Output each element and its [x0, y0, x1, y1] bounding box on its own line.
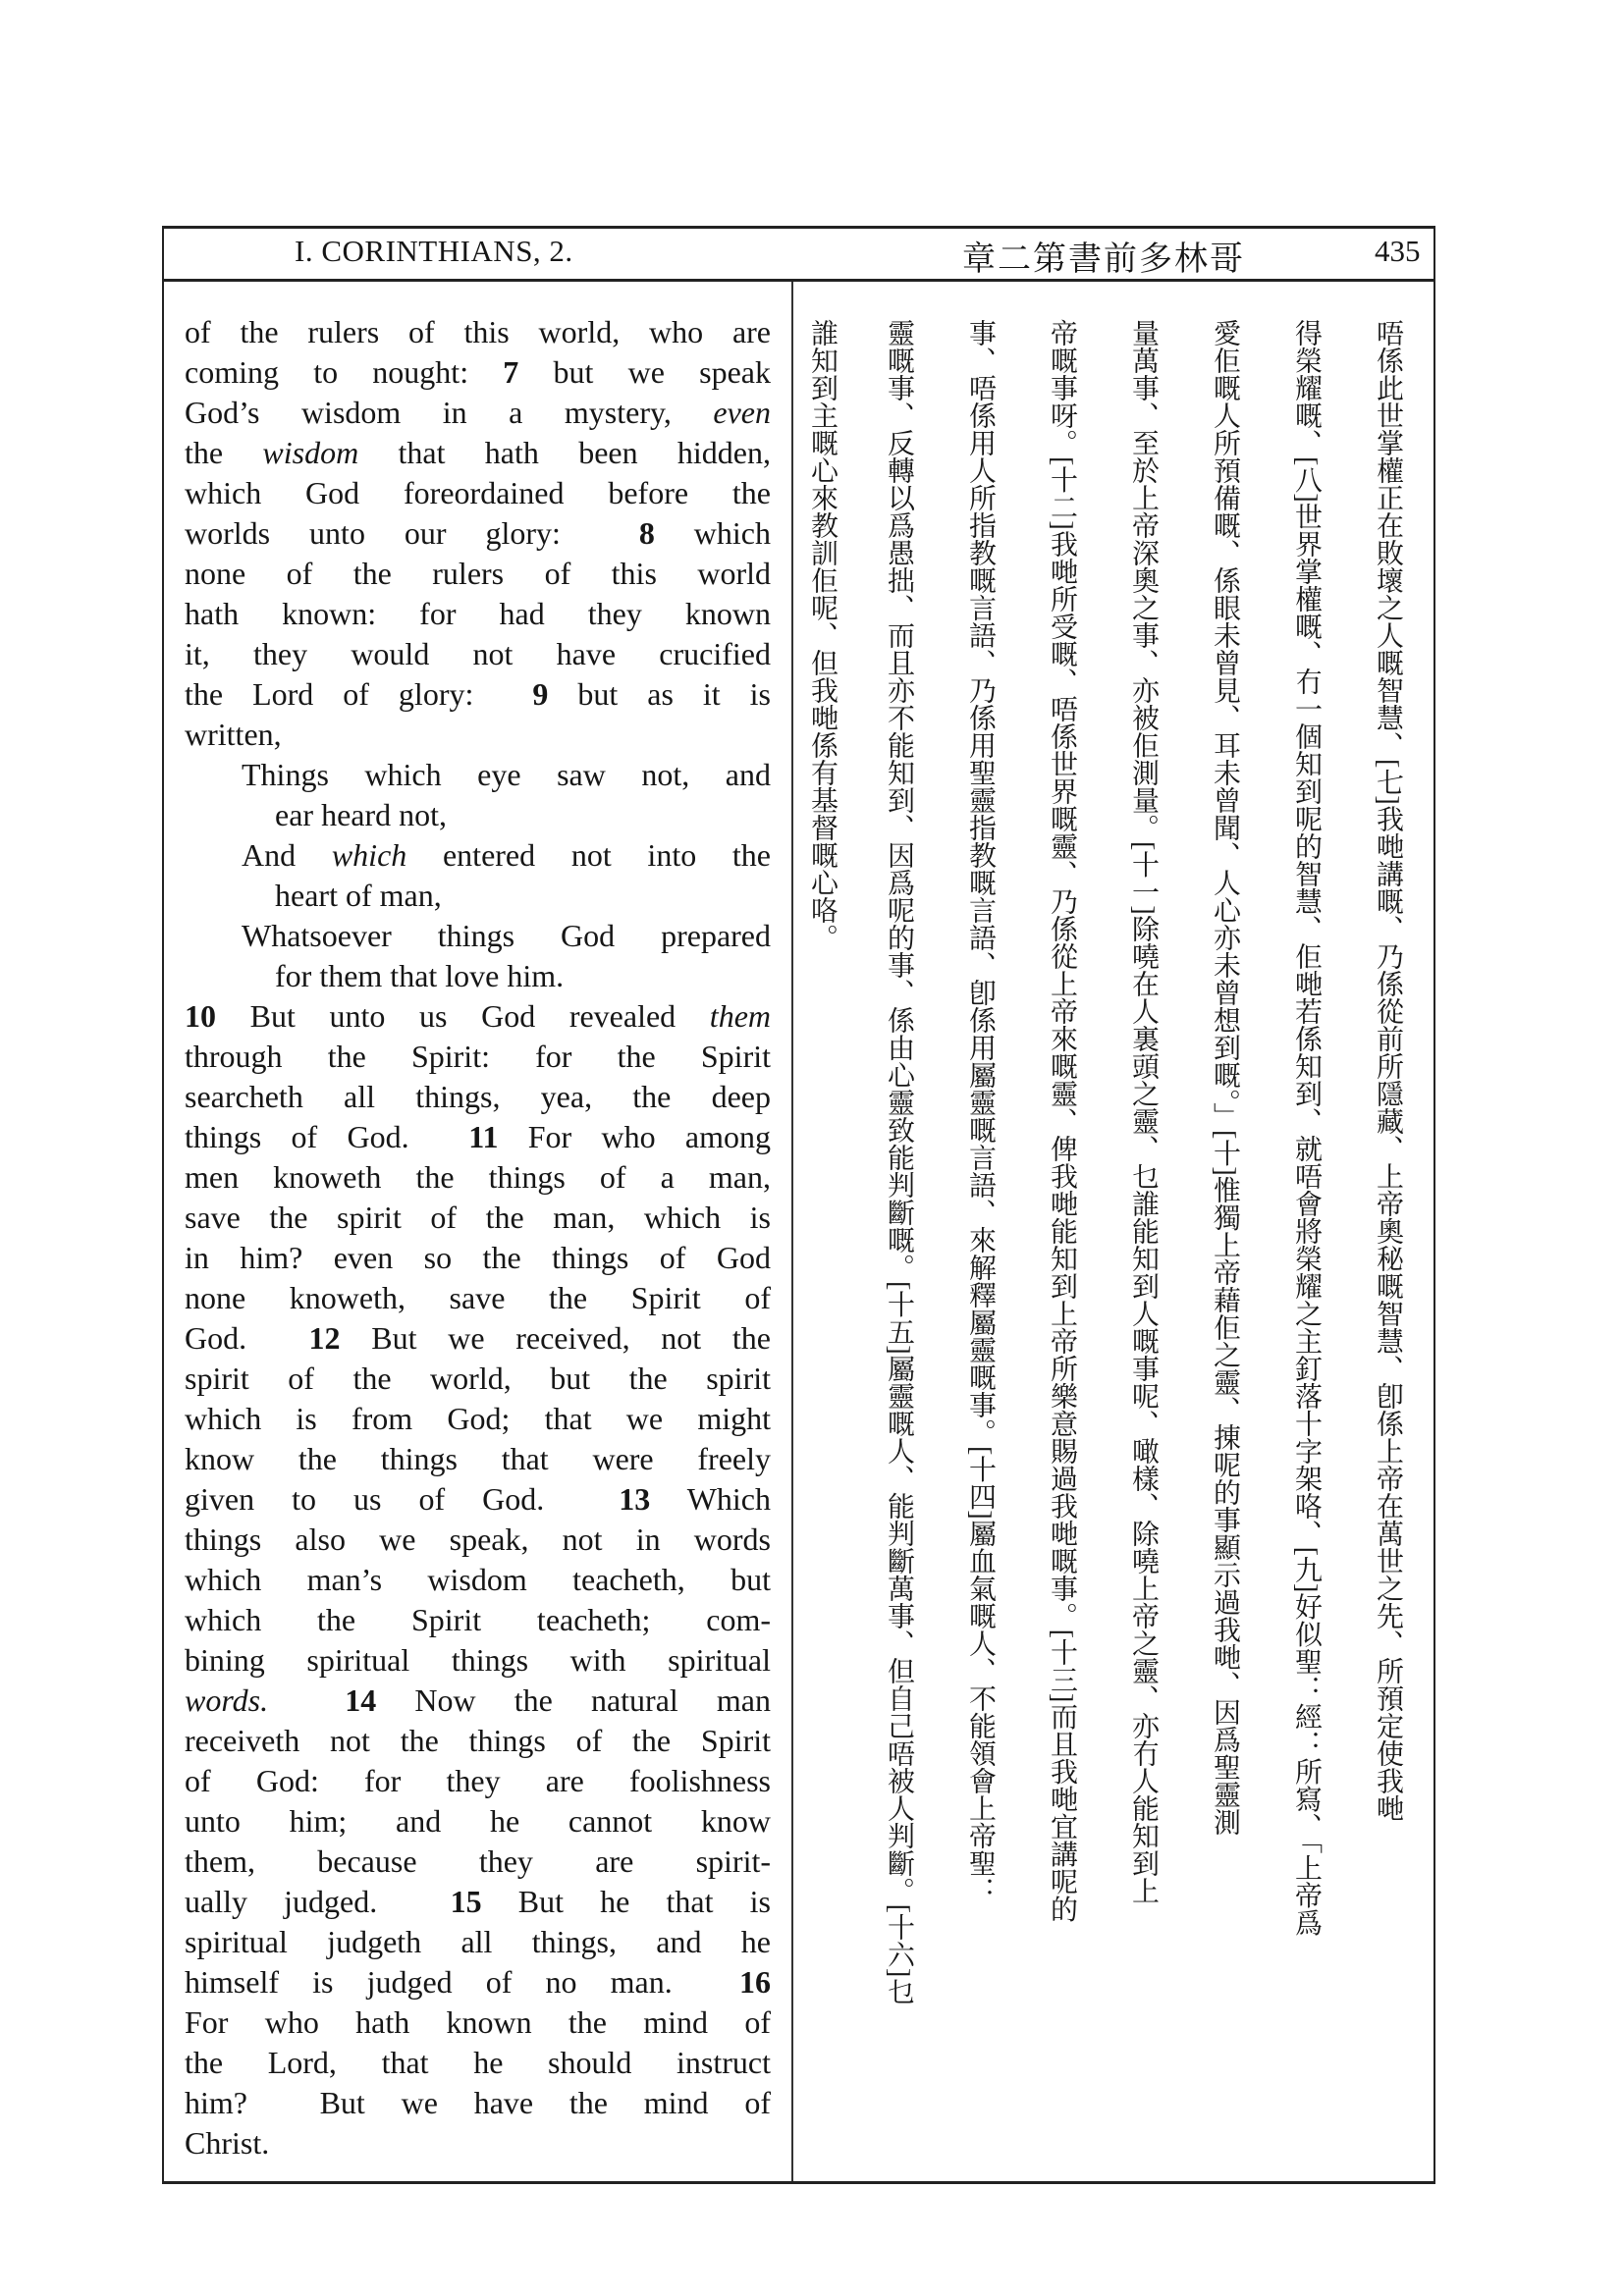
english-text-column: [185, 312, 771, 2163]
text-segment: written,: [185, 717, 282, 752]
text-segment: but we speak: [518, 354, 771, 390]
text-segment: which: [331, 837, 407, 873]
text-segment: them: [709, 998, 771, 1034]
text-segment: them, because they are spirit-: [185, 1843, 771, 1879]
text-segment: which God foreordained before the: [185, 475, 771, 510]
verse-number: 16: [739, 1964, 771, 2000]
text-segment: unto him; and he cannot know: [185, 1803, 771, 1839]
text-segment: the Lord of glory:: [185, 676, 533, 712]
text-segment: wisdom: [262, 435, 359, 470]
text-segment: ear heard not,: [275, 797, 448, 832]
text-line: [185, 352, 771, 393]
text-segment: him? But we have the mind of: [185, 2085, 771, 2120]
text-segment: worlds unto our glory:: [185, 515, 639, 551]
text-segment: the: [185, 435, 263, 470]
chinese-column: 得榮耀嘅、[八]世界掌權嘅、冇一個知到呢的智慧、佢哋若係知到、就唔會將榮耀之主釘落十字架咯、[九]好似聖：經：所寫、「上帝爲: [1291, 319, 1322, 1937]
text-line: [185, 715, 771, 755]
text-line: [185, 1520, 771, 1560]
verse-number: 12: [308, 1320, 341, 1356]
text-line: [185, 1560, 771, 1600]
text-segment: men knoweth the things of a man,: [185, 1159, 771, 1195]
text-line: [185, 554, 771, 594]
text-line: [185, 2002, 771, 2043]
text-segment: God’s wisdom in a mystery,: [185, 395, 714, 430]
verse-number: 10: [185, 998, 216, 1034]
text-segment: ually judged.: [185, 1884, 451, 1919]
text-line: [185, 1238, 771, 1278]
text-line: [185, 1479, 771, 1520]
text-segment: God.: [185, 1320, 309, 1356]
text-segment: spiritual judgeth all things, and he: [185, 1924, 771, 1959]
text-segment: save the spirit of the man, which is: [185, 1200, 771, 1235]
text-segment: none of the rulers of this world: [185, 556, 771, 591]
text-line: [185, 312, 771, 352]
text-segment: for them that love him.: [275, 958, 565, 993]
text-segment: given to us of God.: [185, 1481, 620, 1517]
verse-number: 8: [638, 515, 655, 551]
text-line: [185, 835, 771, 876]
text-line: [185, 2043, 771, 2083]
text-line: [185, 1882, 771, 1922]
chinese-column: 唔係此世掌權正在敗壞之人嘅智慧、[七]我哋講嘅、乃係從前所隱藏、上帝奧秘嘅智慧、卽係上帝在萬世之先、所預定使我哋: [1373, 319, 1403, 1822]
text-line: [185, 2083, 771, 2123]
text-line: [185, 755, 771, 795]
text-line: [185, 1801, 771, 1842]
text-line: [185, 433, 771, 473]
chinese-column: 愛佢嘅人所預備嘅、係眼未曾見、耳未曾聞、人心亦未曾想到嘅。」[十]惟獨上帝藉佢之靈、㨂呢的事顯示過我哋、因爲聖靈測: [1210, 319, 1240, 1836]
running-head-chinese: 章二第書前多林哥: [962, 241, 1245, 278]
text-segment: things also we speak, not in words: [185, 1522, 771, 1557]
text-segment: heart of man,: [275, 878, 442, 913]
verse-number: 11: [468, 1119, 499, 1154]
text-segment: receiveth not the things of the Spirit: [185, 1723, 771, 1758]
text-segment: But unto us God revealed: [216, 998, 710, 1034]
text-segment: hath known: for had they known: [185, 596, 771, 631]
text-segment: Which: [650, 1481, 771, 1517]
text-line: [185, 1318, 771, 1359]
text-segment: even: [713, 395, 771, 430]
text-segment: coming to nought:: [185, 354, 504, 390]
text-segment: of God: for they are foolishness: [185, 1763, 771, 1798]
text-line: [185, 996, 771, 1037]
text-segment: [268, 1682, 345, 1718]
text-segment: Things which eye saw not, and: [242, 757, 771, 792]
text-line: [185, 1117, 771, 1157]
text-segment: things of God.: [185, 1119, 469, 1154]
text-line: [185, 1721, 771, 1761]
text-segment: none knoweth, save the Spirit of: [185, 1280, 771, 1315]
running-head-english: I. CORINTHIANS, 2.: [295, 234, 573, 268]
text-line: [185, 1640, 771, 1681]
text-segment: that hath been hidden,: [358, 435, 771, 470]
text-segment: it, they would not have crucified: [185, 636, 771, 671]
chinese-column: 事、唔係用人所指教嘅言語、乃係用聖靈指教嘅言語、卽係用屬靈嘅言語、來解釋屬靈嘅事。[十四]屬血氣嘅人、不能領會上帝聖：: [965, 319, 996, 1904]
text-segment: through the Spirit: for the Spirit: [185, 1039, 771, 1074]
text-segment: in him? even so the things of God: [185, 1240, 771, 1275]
text-segment: entered not into the: [406, 837, 771, 873]
text-line: [185, 1761, 771, 1801]
text-line: [185, 1681, 771, 1721]
text-segment: which the Spirit teacheth; com-: [185, 1602, 771, 1637]
text-segment: bining spiritual things with spiritual: [185, 1642, 771, 1678]
text-segment: For who hath known the mind of: [185, 2004, 771, 2040]
text-segment: words.: [185, 1682, 269, 1718]
verse-number: 14: [345, 1682, 377, 1718]
text-segment: of the rulers of this world, who are: [185, 314, 771, 349]
verse-number: 9: [532, 676, 549, 712]
text-line: [185, 1157, 771, 1198]
verse-number: 13: [619, 1481, 651, 1517]
column-divider: [791, 282, 793, 2181]
text-segment: For who among: [498, 1119, 771, 1154]
text-line: [185, 1198, 771, 1238]
text-line: [185, 1600, 771, 1640]
chinese-column: 量萬事、至於上帝深奧之事、亦被佢測量。[十一]除嘵在人裏頭之靈、乜誰能知到人嘅事呢、噉樣、除嘵上帝之靈、亦冇人能知到上: [1128, 319, 1159, 1904]
text-line: [185, 795, 771, 835]
text-segment: the Lord, that he should instruct: [185, 2045, 771, 2080]
text-segment: Whatsoever things God prepared: [242, 918, 771, 953]
text-line: [185, 2123, 771, 2163]
text-line: [185, 393, 771, 433]
text-line: [185, 916, 771, 956]
chinese-column: 誰知到主嘅心來教訓佢呢、但我哋係有基督嘅心咯。: [807, 319, 838, 951]
text-segment: which man’s wisdom teacheth, but: [185, 1562, 771, 1597]
chinese-column: 帝嘅事呀。[十二]我哋所受嘅、唔係世界嘅靈、乃係從上帝來嘅靈、俾我哋能知到上帝所樂意賜過我哋嘅事。[十三]而且我哋宜講呢的: [1047, 319, 1077, 1923]
text-segment: know the things that were freely: [185, 1441, 771, 1476]
text-line: [185, 1278, 771, 1318]
text-line: [185, 1077, 771, 1117]
text-segment: But he that is: [481, 1884, 771, 1919]
text-segment: And: [242, 837, 332, 873]
text-line: [185, 1359, 771, 1399]
text-line: [185, 473, 771, 513]
text-segment: Christ.: [185, 2125, 270, 2161]
text-segment: spirit of the world, but the spirit: [185, 1361, 771, 1396]
text-line: [185, 1962, 771, 2002]
text-line: [185, 1037, 771, 1077]
verse-number: 7: [503, 354, 519, 390]
text-segment: searcheth all things, yea, the deep: [185, 1079, 771, 1114]
text-line: [185, 876, 771, 916]
text-line: [185, 1922, 771, 1962]
verse-number: 15: [450, 1884, 482, 1919]
text-line: [185, 1399, 771, 1439]
chinese-column: 靈嘅事、反轉以爲愚拙、而且亦不能知到、因爲呢的事、係由心靈致能判斷嘅。[十五]屬靈嘅人、能判斷萬事、但自己唔被人判斷。[十六]乜: [884, 319, 914, 2005]
text-line: [185, 674, 771, 715]
text-segment: which: [654, 515, 771, 551]
text-segment: himself is judged of no man.: [185, 1964, 739, 2000]
text-segment: which is from God; that we might: [185, 1401, 771, 1436]
text-line: [185, 1842, 771, 1882]
text-segment: Now the natural man: [376, 1682, 771, 1718]
page-number: 435: [1375, 234, 1421, 268]
text-segment: But we received, not the: [340, 1320, 771, 1356]
text-line: [185, 513, 771, 554]
text-line: [185, 634, 771, 674]
text-line: [185, 956, 771, 996]
text-line: [185, 594, 771, 634]
text-segment: but as it is: [548, 676, 771, 712]
text-line: [185, 1439, 771, 1479]
